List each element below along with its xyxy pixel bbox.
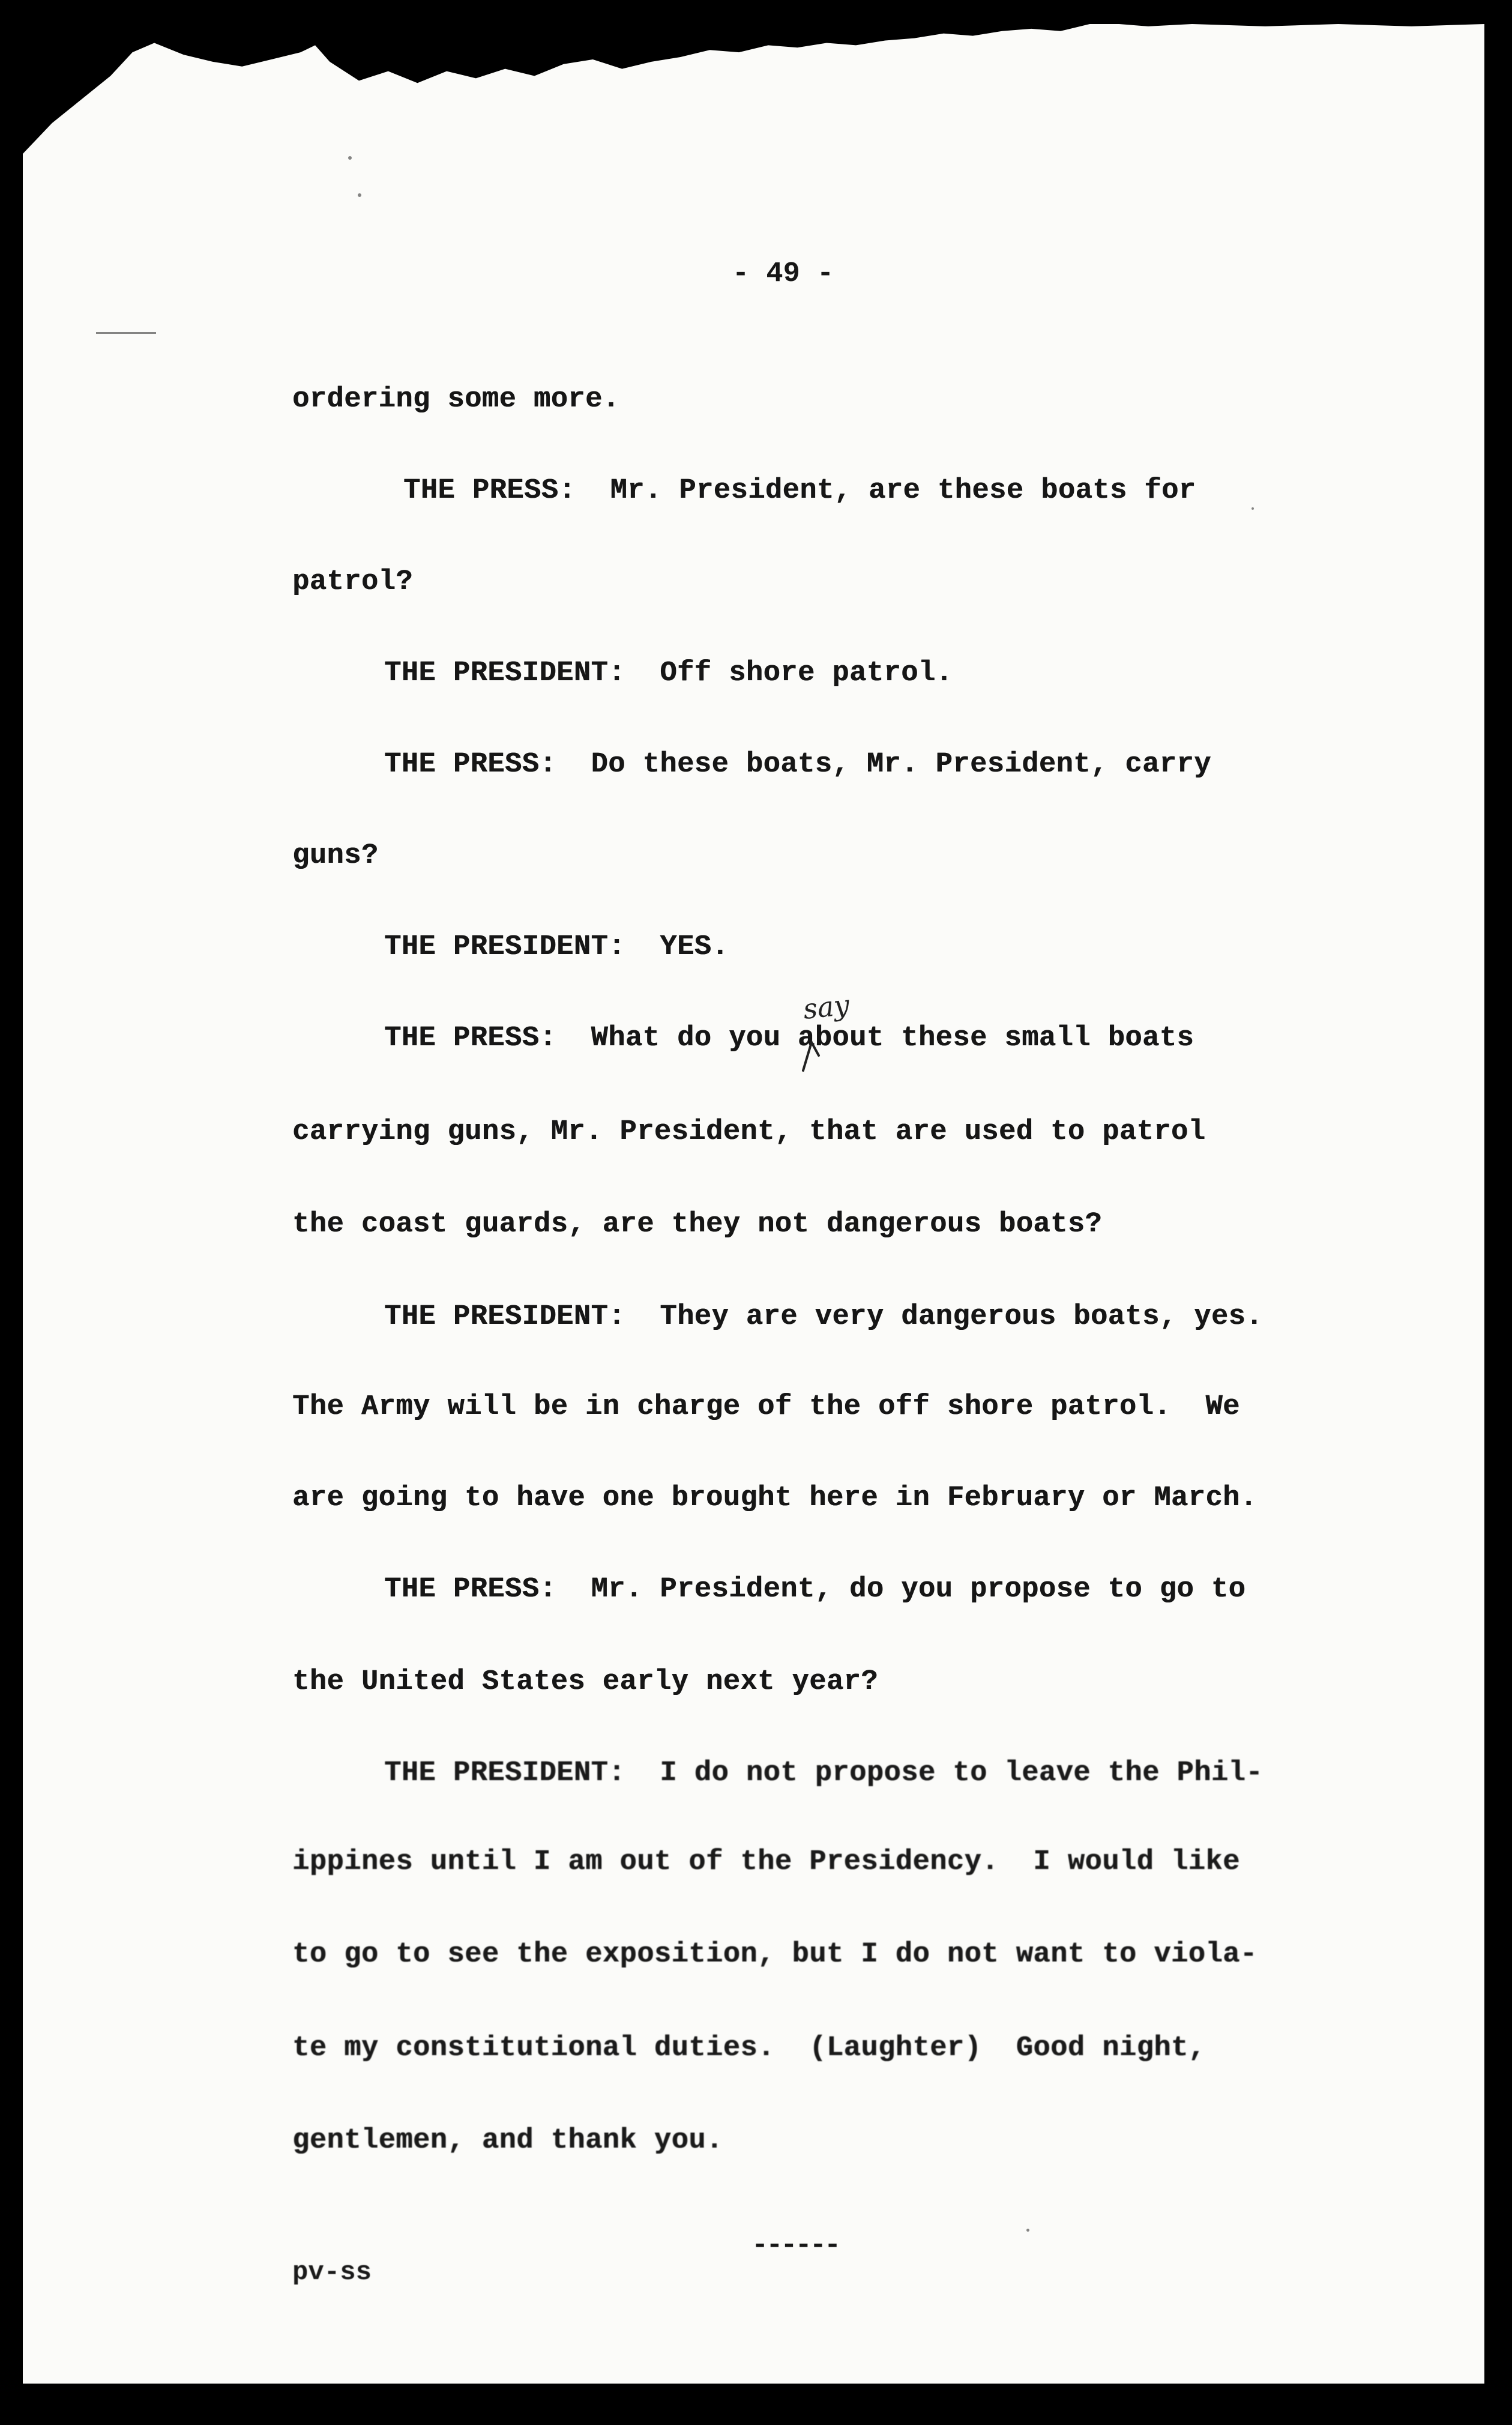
transcript-line: THE PRESS: Do these boats, Mr. President, carry (384, 749, 1211, 781)
transcript-line: guns? (292, 840, 379, 872)
transcript-line: gentlemen, and thank you. (292, 2125, 723, 2157)
transcript-line: ippines until I am out of the Presidency. I would like (292, 1846, 1240, 1878)
transcript-line: ordering some more. (292, 384, 620, 415)
transcript-line: THE PRESS: What do you about these small boats (384, 1022, 1194, 1054)
transcript-line: THE PRESS: Mr. President, do you propose to go to (384, 1574, 1246, 1605)
speck-mark (348, 156, 352, 160)
end-separator: ------ (751, 2230, 839, 2262)
transcript-line: THE PRESIDENT: I do not propose to leave the Phil- (384, 1757, 1263, 1789)
transcript-line: to go to see the exposition, but I do not want to viola- (292, 1939, 1257, 1971)
speck-mark (1251, 507, 1254, 510)
transcript-line: THE PRESS: Mr. President, are these boats for (403, 475, 1196, 507)
transcript-line: patrol? (292, 566, 413, 598)
transcript-line: te my constitutional duties. (Laughter) Good night, (292, 2032, 1206, 2064)
margin-mark (96, 332, 156, 334)
stenographer-initials: pv-ss (292, 2257, 372, 2288)
handwritten-insertion: say (801, 988, 851, 1025)
transcript-line: THE PRESIDENT: Off shore patrol. (384, 657, 953, 689)
page-number: - 49 - (732, 258, 834, 290)
insertion-caret-mark (798, 1037, 828, 1074)
transcript-line: THE PRESIDENT: YES. (384, 931, 729, 963)
transcript-line: THE PRESIDENT: They are very dangerous boats, yes. (384, 1301, 1263, 1333)
transcript-line: the coast guards, are they not dangerous boats? (292, 1209, 1103, 1240)
transcript-line: are going to have one brought here in February or March. (292, 1482, 1257, 1514)
transcript-line: carrying guns, Mr. President, that are used to patrol (292, 1116, 1206, 1148)
transcript-line: the United States early next year? (292, 1666, 878, 1698)
speck-mark (1026, 2229, 1029, 2232)
speck-mark (358, 193, 361, 197)
transcript-line: The Army will be in charge of the off shore patrol. We (292, 1391, 1240, 1423)
